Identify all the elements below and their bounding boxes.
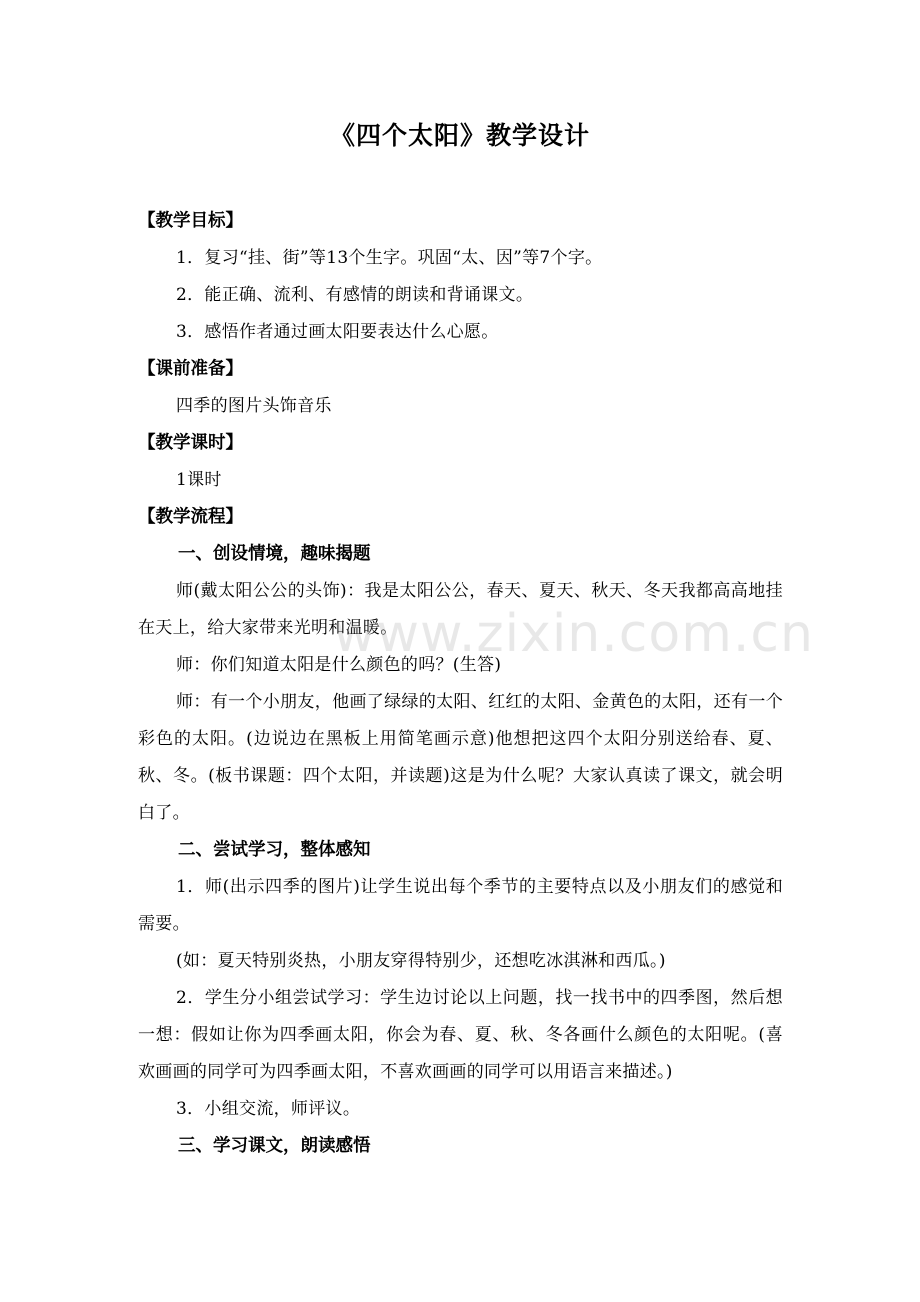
- document-body: [138, 203, 783, 1165]
- section-heading-preparation: 【课前准备】: [138, 359, 243, 379]
- part1-paragraph: 师(戴太阳公公的头饰)：我是太阳公公，春天、夏天、秋天、冬天我都高高地挂在天上，给大家带来光明和温暖。: [138, 581, 783, 638]
- section-heading-hours: 【教学课时】: [138, 433, 243, 453]
- process-part1-heading: 一、创设情境，趣味揭题: [178, 544, 371, 564]
- objective-item: 2．能正确、流利、有感情的朗读和背诵课文。: [176, 285, 534, 305]
- preparation-text: 四季的图片头饰音乐: [176, 396, 332, 416]
- objective-item: 3．感悟作者通过画太阳要表达什么心愿。: [176, 322, 499, 342]
- objective-item: 1．复习“挂、街”等13个生字。巩固“太、因”等7个字。: [176, 248, 603, 268]
- part2-paragraph: 2．学生分小组尝试学习：学生边讨论以上问题，找一找书中的四季图，然后想一想：假如让你为四季画太阳，你会为春、夏、秋、冬各画什么颜色的太阳呢。(喜欢画画的同学可为四季画太阳，不喜欢画画的同学可以用语言来描述。): [138, 988, 783, 1082]
- part2-paragraph: (如：夏天特别炎热，小朋友穿得特别少，还想吃冰淇淋和西瓜。): [176, 951, 666, 971]
- part2-paragraph: 3．小组交流，师评议。: [176, 1099, 361, 1119]
- watermark-text: www.zixin.com.cn: [333, 604, 814, 664]
- process-part2-heading: 二、尝试学习，整体感知: [178, 840, 371, 860]
- section-heading-objectives: 【教学目标】: [138, 211, 243, 231]
- part2-paragraph: 1．师(出示四季的图片)让学生说出每个季节的主要特点以及小朋友们的感觉和需要。: [138, 877, 783, 934]
- hours-text: 1课时: [176, 470, 222, 490]
- part1-paragraph: 师：有一个小朋友，他画了绿绿的太阳、红红的太阳、金黄色的太阳，还有一个彩色的太阳。(边说边在黑板上用简笔画示意)他想把这四个太阳分别送给春、夏、秋、冬。(板书课题：四个太阳，并读题)这是为什么呢？大家认真读了课文，就会明白了。: [138, 692, 783, 823]
- process-part3-heading: 三、学习课文，朗读感悟: [178, 1136, 371, 1156]
- document-title: 《四个太阳》教学设计: [329, 121, 590, 150]
- part1-paragraph: 师：你们知道太阳是什么颜色的吗？(生答): [176, 655, 502, 675]
- section-heading-process: 【教学流程】: [138, 507, 243, 527]
